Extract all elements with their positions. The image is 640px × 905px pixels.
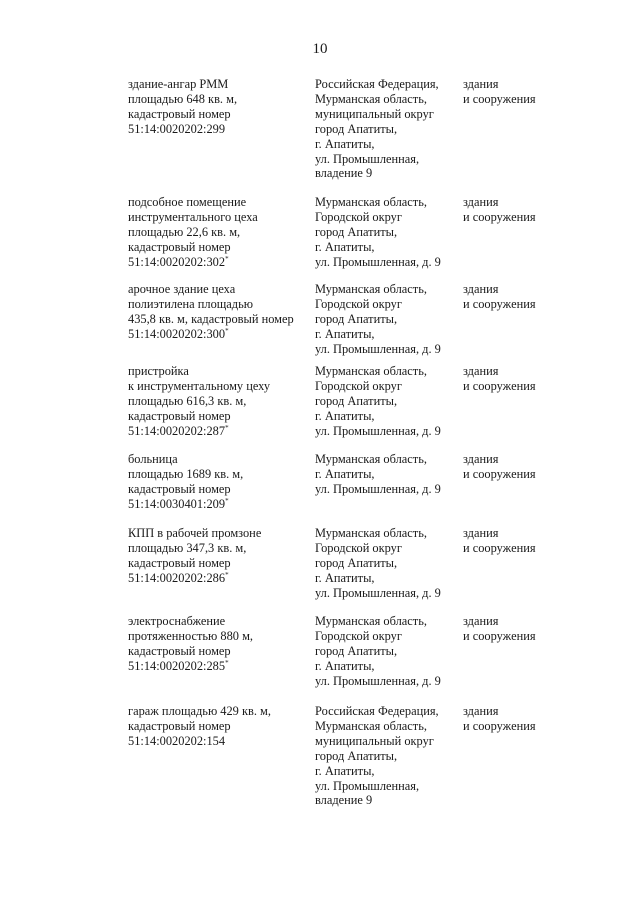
category-line: и сооружения [463,209,536,224]
category-line: здания [463,452,499,466]
object-line: 51:14:0030401:209* [128,496,229,511]
category-cell [463,364,536,394]
address-line: ул. Промышленная, [315,778,420,793]
category-line: здания [463,526,499,540]
address-cell [315,526,441,601]
address-line: Мурманская область, [315,452,427,466]
object-line: площадью 347,3 кв. м, [128,540,247,555]
address-line: ул. Промышленная, д. 9 [315,254,441,269]
footnote-mark: * [225,254,229,263]
address-line: г. Апатиты, [315,658,375,673]
object-line: 51:14:0020202:286* [128,570,229,585]
address-line: Городской округ [315,540,402,555]
address-line: Мурманская область, [315,526,427,540]
address-cell [315,364,441,439]
object-cell [128,614,253,674]
object-line: инструментального цеха [128,209,258,224]
address-line: город Апатиты, [315,121,398,136]
address-line: Мурманская область, [315,718,427,733]
address-line: владение 9 [315,793,373,808]
category-cell [463,704,536,734]
object-line: площадью 616,3 кв. м, [128,393,247,408]
object-line: полиэтилена площадью [128,296,254,311]
object-line: арочное здание цеха [128,282,236,296]
object-line: больница [128,452,178,466]
object-line: кадастровый номер [128,106,231,121]
footnote-mark: * [225,423,229,432]
address-cell [315,704,439,808]
address-line: Российская Федерация, [315,77,439,91]
object-line: 51:14:0020202:299 [128,121,226,136]
object-line: гараж площадью 429 кв. м, [128,704,271,718]
object-line: 51:14:0020202:300* [128,326,229,341]
object-cell [128,195,258,270]
address-cell [315,195,441,270]
object-line: кадастровый номер [128,239,231,254]
address-line: город Апатиты, [315,311,398,326]
address-line: Мурманская область, [315,195,427,209]
object-line: протяженностью 880 м, [128,628,254,643]
address-line: Мурманская область, [315,91,427,106]
address-line: ул. Промышленная, д. 9 [315,673,441,688]
category-line: и сооружения [463,718,536,733]
footnote-mark: * [225,570,229,579]
category-line: и сооружения [463,628,536,643]
page-number: 10 [312,41,328,57]
category-line: здания [463,364,499,378]
object-line: 51:14:0020202:287* [128,423,229,438]
object-line: 51:14:0020202:302* [128,254,229,269]
category-cell [463,526,536,556]
object-cell [128,526,261,586]
address-line: ул. Промышленная, д. 9 [315,341,441,356]
object-line: кадастровый номер [128,643,231,658]
address-line: Мурманская область, [315,364,427,378]
address-line: Российская Федерация, [315,704,439,718]
address-line: Городской округ [315,209,402,224]
category-line: здания [463,282,499,296]
object-line: кадастровый номер [128,718,231,733]
address-line: г. Апатиты, [315,570,375,585]
address-line: г. Апатиты, [315,763,375,778]
object-cell [128,77,237,137]
address-cell [315,614,441,689]
address-line: г. Апатиты, [315,239,375,254]
object-line: электроснабжение [128,614,226,628]
object-cell [128,704,271,749]
address-line: ул. Промышленная, д. 9 [315,585,441,600]
object-line: площадью 648 кв. м, [128,91,238,106]
address-line: Мурманская область, [315,614,427,628]
category-line: здания [463,614,499,628]
address-line: Мурманская область, [315,282,427,296]
category-line: и сооружения [463,91,536,106]
category-cell [463,282,536,312]
address-line: город Апатиты, [315,555,398,570]
address-cell [315,452,441,497]
address-line: город Апатиты, [315,224,398,239]
object-line: КПП в рабочей промзоне [128,526,262,540]
category-cell [463,195,536,225]
address-cell [315,77,439,181]
footnote-mark: * [225,496,229,505]
address-line: муниципальный округ [315,733,434,748]
category-line: здания [463,195,499,209]
object-line: 51:14:0020202:154 [128,733,226,748]
footnote-mark: * [225,326,229,335]
address-line: Городской округ [315,628,402,643]
address-line: ул. Промышленная, [315,151,420,166]
footnote-mark: * [225,658,229,667]
category-cell [463,77,536,107]
object-line: здание-ангар РММ [128,77,229,91]
address-line: владение 9 [315,166,373,181]
address-line: Городской округ [315,378,402,393]
address-line: ул. Промышленная, д. 9 [315,481,441,496]
category-line: и сооружения [463,540,536,555]
object-line: площадью 1689 кв. м, [128,466,244,481]
address-line: г. Апатиты, [315,136,375,151]
object-line: подсобное помещение [128,195,247,209]
address-line: ул. Промышленная, д. 9 [315,423,441,438]
object-line: к инструментальному цеху [128,378,271,393]
address-line: г. Апатиты, [315,326,375,341]
category-line: и сооружения [463,296,536,311]
object-line: 435,8 кв. м, кадастровый номер [128,311,294,326]
object-line: 51:14:0020202:285* [128,658,229,673]
object-line: пристройка [128,364,189,378]
category-cell [463,452,536,482]
category-line: здания [463,704,499,718]
address-line: муниципальный округ [315,106,434,121]
object-line: площадью 22,6 кв. м, [128,224,241,239]
address-line: г. Апатиты, [315,466,375,481]
object-line: кадастровый номер [128,555,231,570]
address-line: г. Апатиты, [315,408,375,423]
address-line: город Апатиты, [315,643,398,658]
object-line: кадастровый номер [128,408,231,423]
category-cell [463,614,536,644]
object-cell [128,452,243,512]
address-line: город Апатиты, [315,748,398,763]
address-line: Городской округ [315,296,402,311]
category-line: и сооружения [463,466,536,481]
object-line: кадастровый номер [128,481,231,496]
address-cell [315,282,441,357]
object-cell [128,364,270,439]
address-line: город Апатиты, [315,393,398,408]
category-line: и сооружения [463,378,536,393]
object-cell [128,282,294,342]
category-line: здания [463,77,499,91]
